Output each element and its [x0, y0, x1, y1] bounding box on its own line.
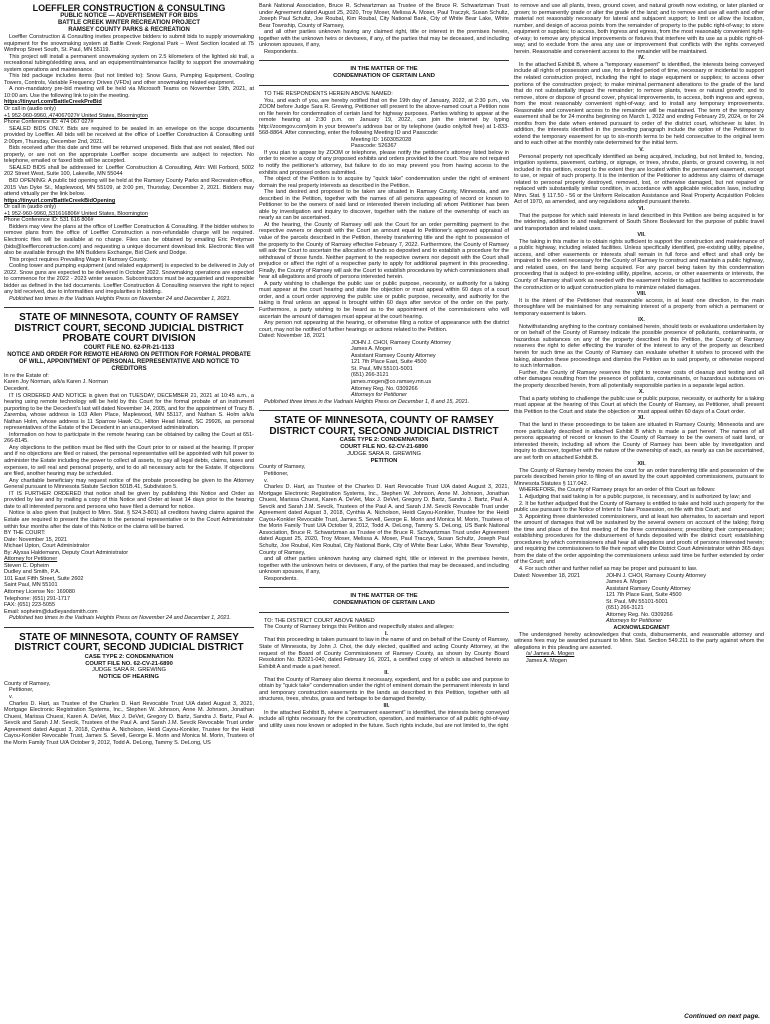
matter-heading: IN THE MATTER OF THE	[350, 593, 418, 600]
paragraph: SEALED BIDS shall be addressed to: Loeffler Construction & Consulting, Attn: Will Forbord, 5002 202 Street West, Suite 100, Lakeville, MN 55044	[4, 164, 254, 178]
paragraph: It is the intent of the Petitioner that reasonable access, in at least one direction, to the main thoroughfare will be maintained for any remaining interest of a property from which a permanent or temporary easement is taken.	[514, 297, 764, 317]
paragraph: v.	[9, 693, 13, 700]
paragraph: SEALED BIDS ONLY. Bids are required to be sealed in an envelope on the scope documents provided by Loeffler. All bids will be received at the office of Loeffler Construction & Consulting until 2:00pm, Thursday, December 2nd, 2021.	[4, 125, 254, 145]
signature-line: 121 7th Place East, Suite 4500	[351, 359, 427, 366]
hart-notice-sub-2: COURT FILE NO. 62-CV-21-6890	[85, 660, 173, 667]
hart-notice-sub-1: CASE TYPE 2: CONDEMNATION	[84, 653, 174, 660]
divider	[4, 627, 254, 628]
paragraph: IT IS FURTHER ORDERED that notice shall be given by publishing this Notice and Order as provided by law and by mailing a copy of this Notice and Order at least 14 days prior to the hearing date to all interested persons and persons who have filed a demand for notice.	[4, 490, 254, 510]
signature-line: JOHN J. CHOI, Ramsey County Attorney	[606, 572, 706, 579]
signature-line: Attorneys for Petitioner	[606, 618, 662, 625]
section-number: VII.	[637, 232, 646, 239]
passcode: Passcode: 526367	[351, 143, 397, 150]
publication-note: Published two times in the Vadnais Heights Press on November 24 and December 1, 2021.	[9, 295, 232, 302]
hart-notice-sub-4: NOTICE OF HEARING	[99, 674, 159, 681]
hart-petition-sub-2: COURT FILE NO. 62-CV-21-6890	[340, 444, 428, 451]
paragraph: Personal property not specifically identified as being acquired, including, but not limited to, fencing, irrigation systems, pavement, curbing, or signage, or trees, shrubs, plants, or ground covering, is not included in this petition, except to the extent they are located within the permanent easement, except to use, or repair of such property. It is the intention of the Petitioner to address any claims of damage related to personal property destroyed, removed, lost, or otherwise damaged, but not repaired or replaced with substantially similar condition, in accordance with applicable relocation laws, including Minn. Stat. § 117.50 - 56 or the Uniform Relocation Assistance and Real Property Acquisition Policies Act of 1970, as amended, and any regulations adopted pursuant thereto.	[514, 153, 764, 206]
paragraph: and all other parties unknown having any claimed right, title or interest in the premises herein, together with the unknown heirs or devisees, if any, of the parties that may be deceased, and including unknown spouses, if any,	[259, 29, 509, 49]
signature-line: Attorney for Petitioner	[4, 556, 58, 563]
divider	[259, 612, 509, 613]
paragraph: This project will install a permanent snowmaking system on 2.5 kilometers of the lighted ski trail, a recreational tubing/sledding area, and an equipment/maintenance facility to support the snowmaking system operations and maintenance.	[4, 53, 254, 73]
paragraph: This bid package includes items (but not limited to): Snow Guns, Pumping Equipment, Cooling Towers, Controls, Variable Frequency Drives (VFDs) and other snowmaking related equipment.	[4, 73, 254, 86]
section-number: XII.	[637, 461, 646, 468]
section-number: I.	[384, 630, 389, 637]
paragraph: +1 952-960-9960,,531616806# United States, Bloomington	[4, 210, 148, 217]
paragraph: The taking in this matter is to obtain rights sufficient to support the construction and maintenance of a public highway, including related facilities. Unless specifically identified, pre-existing utility, pipeline, access, and other easements or interests shall remain in full force and effect and shall only be impaired to the extent necessary for the County of Ramsey to construct and maintain a public highway, and related uses, on the land being acquired. For any parcel being taken by this condemnation proceeding that is subject to pre-existing utility, pipeline, access, or other easements or interests, the County of Ramsey shall work as needed with the easement holder to adjust facilities to accommodate the construction or to adjust construction plans to minimize related damages.	[514, 238, 764, 291]
paragraph: Charles D. Hart, as Trustee of the Charles D. Hart Revocable Trust U/A dated August 3, 2021, Mortgage Electronic Registration Systems, Inc., Stephen W. Johnson, Anne M. Johnson, Jonathan Chuesi, Marissa Chuesi, Karen A. DeVet, Max J. DeVet, Gregory D. Bartz, Sandra J. Bartz, Paul A. Sevcik and Sarah J.M. Sevcik, Trustees of the Paul A. and Sarah J.M. Sevcik Revocable Trust under Agreement dated August 3, 2018, Cynthia A. Nicholson, Heidi Cayou-Konkler, Trustee for the Heidi Cayou-Konkler Revocable Trust, James S. Sevell, George E. Morin and Monica M. Morin, Trustees of the Morin Family Trust U/A October 9, 2012, Todd A. DeLong, Tammy S. DeLong, US Bank National Association, Bruce R. Schwartzman as Trustee of the Bruce R. Schwartzman Trust under Agreement dated August 25, 2020, Troy Moser, Melissa A. Moser, Paul Traczyk, Susan Schultz, Joseph Paul Schultz, Joe Roubal, Kim Roubal, City National Bank, City of White Bear Lake, White Bear Township, County of Ramsey,	[259, 484, 509, 556]
paragraph: Any objections to the petition must be filed with the Court prior to or raised at the hearing. If proper and if no objections are filed or raised, the personal representative will be appointed with full power to administer the Estate including the power to collect all assets, to pay all legal debts, claims, taxes and expenses, to sell real and personal property, and to do all necessary acts for the Estate. If objections are filed, another hearing may be scheduled.	[4, 444, 254, 478]
paragraph: IT IS ORDERED AND NOTICE is given that on TUESDAY, DECEMBER 21, 2021 at 10:45 a.m., a hearing using remote technology will be held by this Court for the formal probate of an instrument purporting to be the Decedent's last will dated November 14, 2005, and for the appointment of Tracy B. Zaremba, whose address is 103 Allen Place, Maplewood, MN 55117, and Nathan S. Holm a/k/a Nathan Holm, whose address is 11 Sparrow Hawk Ct., Hilton Head Island, SC 29926, as personal representatives of the Estate of the Decedent in an unsupervised administration.	[4, 392, 254, 432]
section-number: V.	[639, 147, 644, 154]
paragraph: Charles D. Hart, as Trustee of the Charles D. Hart Revocable Trust U/A dated August 3, 2021, Mortgage Electronic Registration Systems, Inc., Stephen W. Johnson, Anne M. Johnson, Jonathan Chuesi, Marissa Chuesi, Karen A. DeVet, Max J. DeVet, Gregory D. Bartz, Sandra J. Bartz, Paul A. Sevcik and Sarah J.M. Sevcik, Trustees of the Paul A. and Sarah J.M. Sevcik Revocable Trust under Agreement dated August 3, 2018, Cynthia A. Nicholson, Heidi Cayou-Konkler, Trustee for the Heidi Cayou-Konkler Revocable Trust, James S. Sevell, George E. Morin and Monica M. Morin, Trustees of the Morin Family Trust U/A October 9, 2012, Todd A. DeLong, Tammy S. DeLong, US	[4, 700, 254, 746]
paragraph: TO: THE DISTRICT COURT ABOVE NAMED	[264, 617, 375, 624]
signature-line: St. Paul, MN 55101-5001	[351, 365, 413, 372]
paragraph: Cooling tower and pumping equipment (and related equipment) is expected to be delivered in July of 2022. Snow guns are expected to be delivered in October 2022. Snowmaking operations are expected to commence for the 2022 - 2023 winter season. Subcontractors must be acquainted and responsible bidder as defined in the bid documents. Loeffler Construction & Consulting reserves the right to reject any bid received, due to informalities and irregularities in bidding.	[4, 263, 254, 296]
paragraph: +1 952-960-9960,,474067027# United States, Bloomington	[4, 112, 148, 119]
divider	[259, 60, 509, 61]
paragraph: You, and each of you, are hereby notified that on the 19th day of January, 2022, at 2:30 p.m., via ZOOM before Judge Sara R. Grewing, Petitioner will present to the above-named court a Petition now on file herein for condemnation of certain land for highway purposes. Parties wishing to appear at the remote hearing at 2:30 p.m. on January 19, 2022, can join the internet by typing http://zoomgov.com/join in your browser's address bar or by telephone (audio only/toll free) at 1-833-568-8864. After connecting, enter the following Meeting ID and Passcode:	[259, 97, 509, 137]
norman-file-no: COURT FILE NO. 62-PR-21-1133	[83, 344, 175, 351]
signature-line: Assistant Ramsey County Attorney	[351, 352, 436, 359]
paragraph: v.	[264, 477, 268, 484]
signature-line: Email: sopheim@dudleyandsmith.com	[4, 608, 98, 615]
signature-line: Saint Paul, MN 55101	[4, 582, 58, 589]
paragraph: and all other parties unknown having any claimed right, title or interest in the premises herein, together with the unknown heirs or devisees, if any, of the parties that may be deceased, and including unknown spouses, if any,	[259, 556, 509, 576]
signature-line: Attorney Reg. No. 0309266	[351, 385, 418, 392]
hart-petition-sub-1: CASE TYPE 2: CONDEMNATION	[339, 437, 429, 444]
paragraph: Any person not appearing at the hearing, or otherwise filing a notice of appearance with the district court, may not be notified of further hearings or actions related to the Petition.	[259, 320, 509, 333]
loeffler-subtitle-1: PUBLIC NOTICE — ADVERTISEMENT FOR BIDS	[60, 13, 198, 19]
paragraph: That the land in these proceedings to be taken are situated in Ramsey County, Minnesota and are more particularly described in attached Exhibit B which is made a part hereof. The names of all persons appearing of record or known to the County of Ramsey to be the owners of said land, or interested therein, including all whom the County of Ramsey has been able by investigation and inquiry to discover, together with the nature of the ownership of each, as nearly as can be ascertained, are set forth on attached Exhibit B.	[514, 422, 764, 461]
hart-petition-sub-4: PETITION	[370, 457, 398, 464]
section-number: IV.	[638, 55, 645, 62]
divider	[259, 410, 509, 411]
signature-line: Attorney Reg. No. 0309266	[606, 611, 673, 618]
paragraph: Decedent.	[4, 386, 30, 393]
paragraph: BY THE COURT:	[4, 530, 46, 537]
paragraph: WHEREFORE, the County of Ramsey prays for an order of this Court as follows:	[519, 487, 716, 494]
paragraph: to remove and use all plants, trees, ground cover, and natural growth now existing, or later planted or grown; to permanently grade or alter the grade of the land; and to remove and use all earth and other material not reasonably necessary for lateral and subjacent support; to limit or allow the location, number, and design of access points from the remainder of property to the public right-of-way; to store equipment or supplies; to access, both ingress and egress, from the most reasonably convenient right-of-way; to remove any physical improvements or fixtures that interfere with its use as a public right-of-way; and to exclude from the area any use or improvement that conflicts with the rights conveyed herein. Reasonable and convenient access to the remainder will be maintained.	[514, 3, 764, 55]
paragraph: Notwithstanding anything to the contrary contained herein, should tests or evaluations undertaken by or on behalf of the County of Ramsey indicate the possible presence of pollutants, contaminants, or hazardous substances on any of the property described in this Petition, the County of Ramsey reserves the right to defer effecting the transfer of the interest to any of the property as described herein for such time as the County of Ramsey can evaluate whether it wishes to proceed with the taking, abandon these proceedings and dismiss the Petition as to said property, or otherwise respond to such information.	[514, 323, 764, 370]
signature-line: James A. Mogen	[351, 346, 392, 353]
signature-line: St. Paul, MN 55101-5001	[606, 598, 668, 605]
paragraph: That the County of Ramsey also deems it necessary, expedient, and for a public use and purpose to obtain by "quick take" condemnation under the right of eminent domain the permanent interests in land and temporary construction easements in the lands as described in this Petition, together with all structures, trees, shrubs, grass and herbage to be damaged thereby.	[259, 676, 509, 703]
publication-note: Published three times in the Vadnais Heights Press on December 1, 8 and 15, 2021.	[264, 398, 470, 405]
paragraph: In the attached Exhibit B, where a "permanent easement" is identified, the interests being conveyed include all rights necessary for the construction, operation, and maintenance of all public right-of-way and utility uses now known or adopted in the future. Such rights include, but are not limited to, the right	[259, 709, 509, 729]
signature-line: Dudley and Smith, P.A.	[4, 569, 61, 576]
paragraph: Loeffler Construction & Consulting invites prospective bidders to submit bids to supply snowmaking equipment for the snowmaking system at Battle Creek Regional Park – West Section located at 75 Winthrop Street South, St. Paul, MN 55119.	[4, 34, 254, 54]
paragraph: Respondents.	[264, 575, 298, 582]
signature-line: James A. Mogen	[526, 657, 567, 664]
signature-line: /s/ James A. Mogen	[526, 651, 575, 658]
paragraph: Petitioner,	[264, 470, 289, 477]
paragraph: If you plan to appear by ZOOM or telephone, please notify the petitioner's attorney listed below in order to receive a copy of any proposed exhibits and orders provided to the court. You are not required to notify the petitioner's attorney, but failure to do so may prevent you from having access to the exhibits and proposed orders submitted.	[259, 149, 509, 176]
divider	[4, 307, 254, 308]
paragraph: County of Ramsey,	[4, 680, 51, 687]
matter-heading: CONDEMNATION OF CERTAIN LAND	[333, 600, 435, 607]
paragraph: That the purpose for which said interests in land described in this Petition are being acquired is for the widening, addition to and realignment of South Shore Boulevard for the purpose of public travel and transportation and related uses.	[514, 212, 764, 232]
matter-heading: IN THE MATTER OF THE	[350, 66, 418, 73]
continued-note: Continued on next page.	[684, 1013, 760, 1020]
paragraph: 1. Adjudging that said taking is for a public purpose, is necessary, and is authorized by law; and	[519, 494, 751, 501]
paragraph: That a party wishing to challenge the public use or public purpose, necessity, or authority for a taking must appear at the hearing of this Court at which the County of Ramsey, as Petitioner, shall present this Petition to the Court and state the objection or must appeal within 60 days of a Court order.	[514, 395, 764, 415]
publication-note: Published two times in the Vadnais Heights Press on November 24 and December 1, 2021.	[9, 615, 232, 622]
pre-bid-meeting-link[interactable]: https://tinyurl.com/BattleCreekPreBid	[4, 99, 102, 106]
paragraph: BID OPENING: A public bid opening will be held at the Ramsey County Parks and Recreation office, 2015 Van Dyke St., Maplewood, MN 55109, at 3:00 pm, Thursday, December 2, 2021. Bidders may attend virtually per the link below.	[4, 178, 254, 198]
paragraph: Notice is also given that (subject to Minn. Stat. § 524.3-801) all creditors having claims against the Estate are required to present the claims to the personal representative or to the Court Administrator within four months after the date of this Notice or the claims will be barred.	[4, 510, 254, 530]
signature-line: James A. Mogen	[606, 579, 647, 586]
section-number: II.	[384, 670, 389, 677]
paragraph: A party wishing to challenge the public use or public purpose, necessity, or authority for a taking must appear at the court hearing and state the objection or must appeal within 60 days of a court order, and a court order approving the public use or public purpose, necessity, and authority for the taking is final unless an appeal is brought within 60 days after service of the order on the party. Furthermore, a party wishing to be heard as to the appointment of the commissioners who will ascertain the amount of damages must appear at the court hearing.	[259, 280, 509, 320]
paragraph: The object of the Petition is to acquire by "quick take" condemnation under the right of eminent domain the real property interests as described in the Petition.	[259, 176, 509, 189]
column-2	[259, 3, 509, 1021]
paragraph: A non-mandatory pre-bid meeting will be held via Microsoft Teams on November 19th, 2021, at 10:00 am. Use the following link to join the meeting.	[4, 86, 254, 99]
signature-line: JOHN J. CHOI, Ramsey County Attorney	[351, 339, 451, 346]
column-3	[514, 3, 764, 1009]
dated-line: Dated: November 18, 2021	[259, 333, 326, 340]
signature-line: Attorney License No: 169080	[4, 588, 75, 595]
section-number: III.	[383, 702, 390, 709]
signature-line: (651) 266-3121	[351, 372, 389, 379]
signature-line: Attorneys for Petitioner	[351, 392, 407, 399]
paragraph: 4. For such other and further relief as may be proper and pursuant to law.	[519, 566, 698, 573]
loeffler-subtitle-3: RAMSEY COUNTY PARKS & RECREATION	[68, 27, 190, 33]
meeting-id: Meeting ID: 1603052028	[351, 136, 412, 143]
paragraph: The undersigned hereby acknowledges that costs, disbursements, and reasonable attorney and witness fees may be awarded pursuant to Minn. Stat. Section 549.211 to the party against whom the allegations in this pleading are asserted.	[514, 631, 764, 651]
paragraph: Or call in (audio only)	[4, 204, 56, 211]
hart-notice-title: STATE OF MINNESOTA, COUNTY OF RAMSEY DISTRICT COURT, SECOND JUDICIAL DISTRICT	[14, 631, 244, 654]
paragraph: Bank National Association, Bruce R. Schwartzman as Trustee of the Bruce R. Schwartzman Trust under Agreement dated August 25, 2020, Troy Moser, Melissa A. Moser, Paul Traczyk, Susan Schultz, Joseph Paul Schultz, Joe Roubal, Kim Roubal, City National Bank, City of White Bear Lake, White Bear Township, County of Ramsey,	[259, 3, 509, 29]
signature-line: 101 East Fifth Street, Suite 2602	[4, 575, 84, 582]
acknowledgment-heading: ACKNOWLEDGMENT	[613, 624, 670, 631]
matter-heading: CONDEMNATION OF CERTAIN LAND	[333, 73, 435, 80]
paragraph: Petitioner,	[9, 687, 34, 694]
norman-title: STATE OF MINNESOTA, COUNTY OF RAMSEY DISTRICT COURT, SECOND JUDICIAL DISTRICT PROBATE COURT DIVISION	[14, 312, 244, 345]
signature-line: FAX: (651) 223-5055	[4, 602, 56, 609]
paragraph: This project requires Prevailing Wage in Ramsey County.	[9, 256, 148, 263]
paragraph: The County of Ramsey brings this Petition and respectfully states and alleges:	[264, 624, 455, 631]
paragraph: Respondents.	[264, 48, 298, 55]
paragraph: Any charitable beneficiary may request notice of the probate proceeding be given to the Attorney General pursuant to Minnesota Statute Section 501B.41, Subdivision 5.	[4, 477, 254, 491]
paragraph: 2. It be further adjudged that the County of Ramsey is entitled to take and hold such property for the public use pursuant to the Notice of Intent to Take Possession, on file with this Court; and	[514, 500, 764, 514]
signature-line: Michael Upton, Court Administrator	[4, 543, 90, 550]
paragraph: The land desired and proposed to be taken are situated in Ramsey County, Minnesota, and are described in the Petition, together with the names of all persons appearing of record or known to Petitioner to be the owners of said land or interested therein including all whom Petitioner has been able by investigation and inquiry to discover, together with the nature of the ownership of each as nearly as can be ascertained.	[259, 189, 509, 222]
signature-line: Telephone: (651) 291-1717	[4, 595, 71, 602]
section-number: XI.	[638, 415, 645, 422]
dated-line: Dated: November 18, 2021	[514, 572, 581, 579]
signature-line: 121 7th Place East, Suite 4500	[606, 592, 682, 599]
hart-petition-title: STATE OF MINNESOTA, COUNTY OF RAMSEY DISTRICT COURT, SECOND JUDICIAL DISTRICT	[269, 415, 499, 437]
paragraph: 3. Appointing three disinterested commissioners, and at least two alternates, to ascertain and report the amount of damages that will be sustained by the several owners on account of the taking; fixing the time and place of the first meeting of the three commissioners; prescribing their compensation; establishing procedures for the disbursement of funds deposited with the district court; establishing procedures by which commissioners shall hear all allegations and proofs of persons interested herein; and requiring the commissioners to file their report with the District Court Administrator within 365 days from the date of the order appointing the commissioners unless said time be further extended by order of the Court; and	[514, 513, 764, 566]
signature-line: james.mogen@co.ramsey.mn.us	[351, 379, 432, 386]
paragraph: Bidders may view the plans at the office of Loeffler Construction & Consulting. If the bidder wishes to remove plans from the office of Loeffler Construction a non-refundable charge will be required. Electronic files will be available at no charge. Files can be obtained by emailing Eric Pretyman (bids@loefflerconstruction.com) and requesting a unique document download link. Electronic files will also be available through the MN Builders Exchange, Bid Clerk and Dodge.	[4, 223, 254, 257]
paragraph: Karen Joy Norman, a/k/a Karen J. Norman	[4, 379, 108, 386]
signature-line: Date: November 15, 2021	[4, 536, 67, 543]
paragraph: Phone Conference ID: 531 616 806#	[4, 217, 94, 224]
loeffler-subtitle-2: BATTLE CREEK WINTER RECREATION PROJECT	[57, 20, 201, 26]
paragraph: County of Ramsey,	[259, 464, 306, 471]
bid-opening-link[interactable]: https://tinyurl.com/BattleCreekBidOpening	[4, 197, 116, 204]
signature-line: By: Alyssa Haldemann, Deputy Court Administrator	[4, 549, 129, 556]
paragraph: The County of Ramsey hereby moves the court for an order transferring title and possession of the parcels described herein prior to filing of an award by the court appointed commissioners, pursuant to Minnesota Statutes § 117.042.	[514, 467, 764, 487]
hart-notice-sub-3: JUDGE SARA R. GREWING	[91, 667, 167, 674]
divider	[259, 85, 509, 86]
paragraph: In re the Estate of:	[4, 372, 49, 379]
signature-line: Steven C. Opheim	[4, 562, 49, 569]
paragraph: In the attached Exhibit B, where a "temporary easement" is identified, the interests being conveyed include all rights of possession and use, for a limited period of time, necessary or incidental to support the related construction project, including the right to stage equipment or supplies; to access other portions of the construction project; to make minimal permanent alterations to the grade of the land that do not substantially impact the remainder; to remove plants, trees or natural growth; and to remove, store or dispose of ground cover, physical improvements, to access, both ingress and egress, from the most reasonably convenient right-of-way; and to install any temporary improvements. Reasonable and convenient access to the remainder will be maintained. The term of the temporary easement shall be for 24 months beginning on March 1, 2022 and ending February 29, 2024, or for 24 months from the date when entered pursuant to order of the district court, whichever is later. In addition, the interests identified in the preceding paragraph include the option of the Petitioner to extend the temporary easement for up to six-month terms to be held consecutive to the original term and to each other at the monthly rate determined for the initial term.	[514, 61, 764, 147]
column-1	[4, 3, 254, 1021]
section-number: X.	[638, 389, 645, 396]
section-number: IX.	[638, 317, 645, 324]
paragraph: At the hearing, the County of Ramsey will ask the Court for an order permitting payment to the respective owners or deposit with the Court an amount equal to Petitioner's approved appraisal of value of the parcels described in the Petition, thereby transferring title and the right to possession of the property to the County of Ramsey effective February 7, 2022. Furthermore, the County of Ramsey will ask the Court to ascertain the allocation of funds so deposited and to establish a procedure for the withdrawal of those funds. Neither payment to the respective owners nor deposit with the Court shall prejudice or affect the right of a respective party to apply for additional payment in this proceeding. Finally, the County of Ramsey will ask the Court to establish procedures by which commissioners shall hear all allegations and proofs of persons interested herein.	[259, 221, 509, 281]
paragraph: Information on how to participate in the remote hearing can be obtained by calling the Court at 651-266-8145.	[4, 431, 254, 445]
signature-line: (651) 266-3121	[606, 605, 644, 612]
section-number: VIII.	[636, 291, 647, 298]
paragraph: TO THE RESPONDENTS HEREIN ABOVE NAMED:	[264, 90, 393, 97]
hart-petition-sub-3: JUDGE SARA R. GREWING	[346, 450, 422, 457]
paragraph: That this proceeding is taken pursuant to law in the name of and on behalf of the County of Ramsey, State of Minnesota, by John J. Choi, the duly elected, qualified and acting County Attorney, at the request of the Board of County Commissioners of Ramsey County, as shown by County Board Resolution No. B2021-040, dated February 16, 2021, a certified copy of which is attached hereto as Exhibit A and made a part hereof.	[259, 637, 509, 670]
signature-line: Assistant Ramsey County Attorney	[606, 585, 691, 592]
paragraph: Or call in (audio only)	[4, 106, 56, 113]
loeffler-title: LOEFFLER CONSTRUCTION & CONSULTING	[32, 3, 226, 13]
section-number: VI.	[638, 205, 645, 212]
paragraph: Phone Conference ID: 474 067 027#	[4, 119, 94, 126]
paragraph: Further, the County of Ramsey reserves the right to recover costs of cleanup and testing and all other damages resulting from the presence of pollutants, contaminants, or hazardous substances on the property described herein, from all potentially responsible parties in a separate legal action.	[514, 369, 764, 389]
paragraph: Bids received after this date and time will be returned unopened. Bids that are not sealed, filled out properly, or are not on the appropriate Loeffler scope documents are subject to rejection. No telephone, emailed or faxed bids will be accepted.	[4, 145, 254, 165]
norman-subtitle: NOTICE AND ORDER FOR REMOTE HEARING ON PETITION FOR FORMAL PROBATE OF WILL, APPOINTMENT OF PERSONAL REPRESENTATIVE AND NOTICE TO CREDITORS	[7, 351, 251, 372]
divider	[259, 587, 509, 588]
